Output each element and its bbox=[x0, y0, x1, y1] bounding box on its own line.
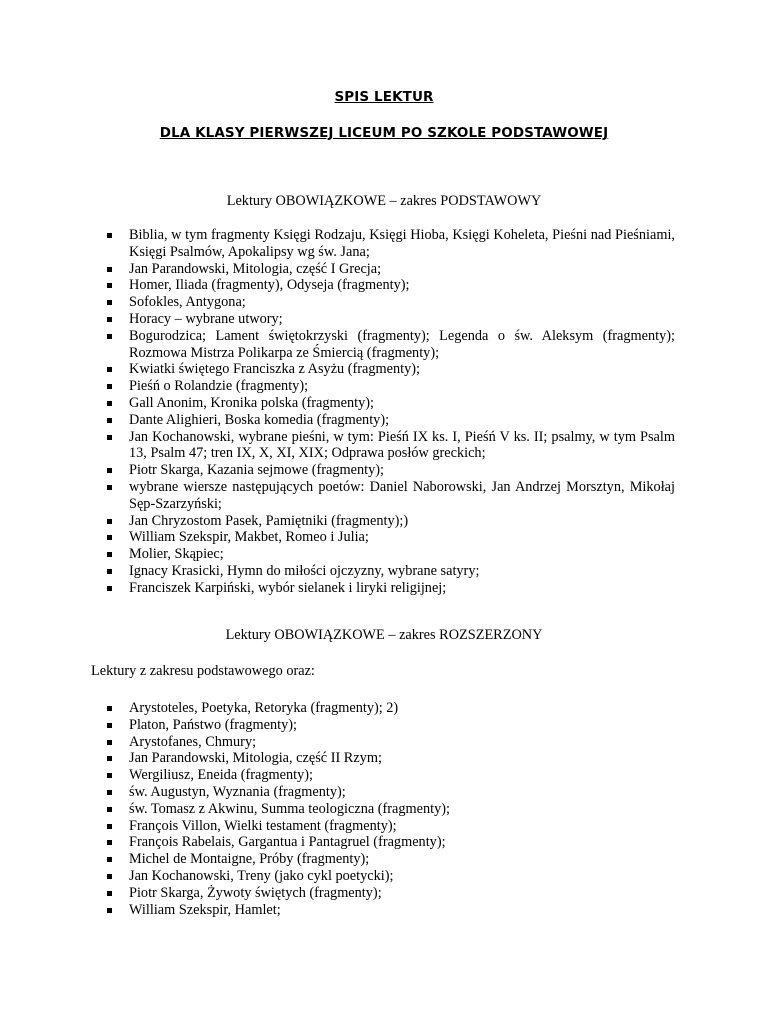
list-item-text: Arystoteles, Poetyka, Retoryka (fragmenty); 2) bbox=[129, 700, 399, 716]
list-item bbox=[107, 294, 675, 311]
list-item-text: Kwiatki świętego Franciszka z Asyżu (fragmenty); bbox=[129, 361, 421, 378]
reading-list-basic bbox=[107, 227, 675, 597]
square-bullet-icon bbox=[107, 740, 112, 745]
list-item-text: Jan Kochanowski, Treny (jako cykl poetycki); bbox=[129, 867, 394, 884]
list-item-text: Jan Chryzostom Pasek, Pamiętniki (fragmenty);) bbox=[129, 512, 409, 529]
list-item-text: św. Augustyn, Wyznania (fragmenty); bbox=[129, 783, 346, 800]
list-item bbox=[107, 717, 675, 734]
list-item-text: Gall Anonim, Kronika polska (fragmenty); bbox=[129, 394, 374, 411]
square-bullet-icon bbox=[107, 334, 112, 339]
list-item-text: Piotr Skarga, Kazania sejmowe (fragmenty); bbox=[129, 462, 385, 479]
list-item bbox=[107, 277, 675, 294]
list-item bbox=[107, 361, 675, 378]
square-bullet-icon bbox=[107, 300, 112, 305]
square-bullet-icon bbox=[107, 267, 112, 272]
list-item bbox=[107, 851, 675, 868]
list-item bbox=[107, 700, 675, 717]
square-bullet-icon bbox=[107, 401, 112, 406]
square-bullet-icon bbox=[107, 874, 112, 879]
list-item bbox=[107, 834, 675, 851]
list-item bbox=[107, 563, 675, 580]
square-bullet-icon bbox=[107, 367, 112, 372]
square-bullet-icon bbox=[107, 435, 112, 440]
list-item-text: św. Tomasz z Akwinu, Summa teologiczna (fragmenty); bbox=[129, 800, 451, 817]
list-item bbox=[107, 885, 675, 902]
square-bullet-icon bbox=[107, 317, 112, 322]
list-item bbox=[107, 868, 675, 885]
list-item bbox=[107, 529, 675, 546]
square-bullet-icon bbox=[107, 807, 112, 812]
list-item bbox=[107, 412, 675, 429]
list-item bbox=[107, 902, 675, 919]
list-item-text: Jan Kochanowski, wybrane pieśni, w tym: Pieśń IX ks. I, Pieśń V ks. II; psalmy, w tym Psalm 13, Psalm 47; tren IX, X, XI, XIX; Odprawa posłów greckich; bbox=[129, 428, 675, 462]
square-bullet-icon bbox=[107, 790, 112, 795]
list-item bbox=[107, 378, 675, 395]
list-item-text: Michel de Montaigne, Próby (fragmenty); bbox=[129, 851, 370, 868]
document-subtitle: DLA KLASY PIERWSZEJ LICEUM PO SZKOLE PODSTAWOWEJ bbox=[159, 125, 609, 141]
square-bullet-icon bbox=[107, 384, 112, 389]
list-item bbox=[107, 227, 675, 261]
list-item-text: Jan Parandowski, Mitologia, część I Grecja; bbox=[129, 260, 382, 277]
list-item bbox=[107, 750, 675, 767]
list-item bbox=[107, 784, 675, 801]
list-item-text: Jan Parandowski, Mitologia, część II Rzym; bbox=[129, 750, 382, 767]
list-item bbox=[107, 462, 675, 479]
list-item bbox=[107, 513, 675, 530]
list-item bbox=[107, 261, 675, 278]
list-item-text: François Rabelais, Gargantua i Pantagruel (fragmenty); bbox=[129, 834, 446, 851]
list-item bbox=[107, 546, 675, 563]
square-bullet-icon bbox=[107, 569, 112, 574]
section-heading-basic: Lektury OBOWIĄZKOWE – zakres PODSTAWOWY bbox=[226, 193, 542, 209]
square-bullet-icon bbox=[107, 773, 112, 778]
square-bullet-icon bbox=[107, 468, 112, 473]
list-item bbox=[107, 801, 675, 818]
list-item bbox=[107, 767, 675, 784]
square-bullet-icon bbox=[107, 535, 112, 540]
extended-intro: Lektury z zakresu podstawowego oraz: bbox=[91, 663, 315, 679]
square-bullet-icon bbox=[107, 418, 112, 423]
list-item bbox=[107, 580, 675, 597]
square-bullet-icon bbox=[107, 552, 112, 557]
list-item bbox=[107, 479, 675, 513]
list-item-text: William Szekspir, Makbet, Romeo i Julia; bbox=[129, 529, 369, 546]
square-bullet-icon bbox=[107, 908, 112, 913]
list-item-text: William Szekspir, Hamlet; bbox=[129, 901, 281, 918]
list-item-text: Franciszek Karpiński, wybór sielanek i liryki religijnej; bbox=[129, 579, 447, 596]
square-bullet-icon bbox=[107, 233, 112, 238]
list-item-text: François Villon, Wielki testament (fragmenty); bbox=[129, 817, 397, 834]
section-heading-extended: Lektury OBOWIĄZKOWE – zakres ROZSZERZONY bbox=[225, 627, 543, 643]
list-item bbox=[107, 328, 675, 362]
square-bullet-icon bbox=[107, 824, 112, 829]
list-item bbox=[107, 818, 675, 835]
square-bullet-icon bbox=[107, 723, 112, 728]
list-item-text: Homer, Iliada (fragmenty), Odyseja (fragmenty); bbox=[129, 277, 410, 294]
list-item-text: Piotr Skarga, Żywoty świętych (fragmenty); bbox=[129, 884, 382, 901]
list-item bbox=[107, 734, 675, 751]
square-bullet-icon bbox=[107, 519, 112, 524]
list-item bbox=[107, 429, 675, 463]
square-bullet-icon bbox=[107, 891, 112, 896]
square-bullet-icon bbox=[107, 485, 112, 490]
list-item-text: Sofokles, Antygona; bbox=[129, 294, 246, 311]
list-item-text: Bogurodzica; Lament świętokrzyski (fragmenty); Legenda o św. Aleksym (fragmenty); Rozmowa Mistrza Polikarpa ze Śmiercią (fragmenty); bbox=[129, 327, 675, 361]
list-item-text: Pieśń o Rolandzie (fragmenty); bbox=[129, 378, 309, 395]
list-item-text: Molier, Skąpiec; bbox=[129, 546, 224, 563]
list-item-text: Platon, Państwo (fragmenty); bbox=[129, 716, 297, 733]
list-item-text: Dante Alighieri, Boska komedia (fragmenty); bbox=[129, 411, 390, 428]
square-bullet-icon bbox=[107, 706, 112, 711]
list-item bbox=[107, 395, 675, 412]
document-title: SPIS LEKTUR bbox=[334, 89, 434, 105]
square-bullet-icon bbox=[107, 586, 112, 591]
square-bullet-icon bbox=[107, 756, 112, 761]
list-item-text: Ignacy Krasicki, Hymn do miłości ojczyzny, wybrane satyry; bbox=[129, 562, 480, 579]
list-item bbox=[107, 311, 675, 328]
list-item-text: wybrane wiersze następujących poetów: Daniel Naborowski, Jan Andrzej Morsztyn, Mikołaj Sęp-Szarzyński; bbox=[129, 478, 675, 512]
square-bullet-icon bbox=[107, 857, 112, 862]
reading-list-extended bbox=[107, 700, 675, 918]
list-item-text: Wergiliusz, Eneida (fragmenty); bbox=[129, 767, 313, 784]
list-item-text: Horacy – wybrane utwory; bbox=[129, 310, 283, 327]
square-bullet-icon bbox=[107, 840, 112, 845]
square-bullet-icon bbox=[107, 283, 112, 288]
list-item-text: Arystofanes, Chmury; bbox=[129, 733, 257, 750]
list-item-text: Biblia, w tym fragmenty Księgi Rodzaju, Księgi Hioba, Księgi Koheleta, Pieśni nad Pieśniami, Księgi Psalmów, Apokalipsy wg św. Jana; bbox=[129, 227, 675, 260]
